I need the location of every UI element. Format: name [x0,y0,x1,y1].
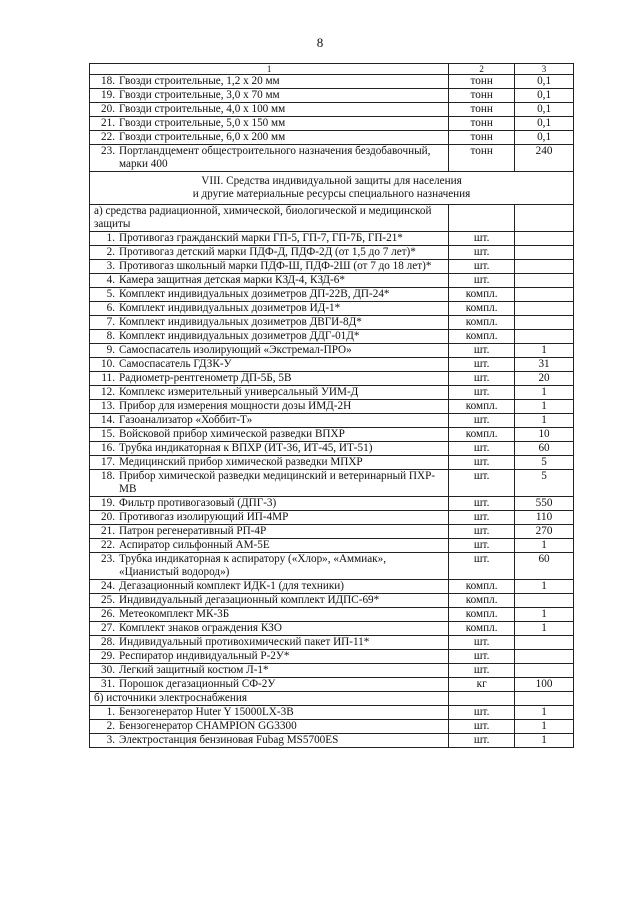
item-name-cell [90,372,449,386]
item-label: Порошок дегазационный СФ-2У [119,678,276,690]
item-unit: компл. [449,316,515,330]
item-quantity: 1 [515,608,574,622]
item-unit: шт. [449,720,515,734]
item-label: Гвозди строительные, 6,0 х 200 мм [119,131,286,143]
item-quantity: 1 [515,344,574,358]
item-unit: шт. [449,706,515,720]
item-name-cell [90,316,449,330]
item-name [93,414,445,427]
table-row [90,650,574,664]
section-heading [90,172,574,205]
item-name [93,720,445,733]
item-name-cell [90,117,449,131]
item-unit: шт. [449,386,515,400]
item-name-cell [90,274,449,288]
item-quantity [515,260,574,274]
item-quantity [515,650,574,664]
item-number: 29. [101,650,115,662]
item-number: 8. [106,330,115,342]
item-quantity [515,288,574,302]
item-unit: шт. [449,636,515,650]
item-quantity: 60 [515,442,574,456]
item-name-cell [90,734,449,748]
item-number: 22. [101,131,115,143]
item-name [93,145,445,171]
item-label: Индивидуальный дегазационный комплект ИДПС-69* [119,594,380,606]
item-name [93,553,445,579]
item-name [93,400,445,413]
item-quantity [515,302,574,316]
item-name [93,456,445,469]
item-quantity [515,636,574,650]
item-unit: компл. [449,622,515,636]
item-label: Комплект индивидуальных дозиметров ДП-22В, ДП-24* [119,288,390,300]
item-name-cell [90,539,449,553]
item-label: Противогаз школьный марки ПДФ-Ш, ПДФ-2Ш (от 7 до 18 лет)* [119,260,432,272]
item-label: Респиратор индивидуальный Р-2У* [119,650,290,662]
table-row [90,580,574,594]
table-row [90,131,574,145]
item-unit: компл. [449,400,515,414]
item-quantity: 0,1 [515,131,574,145]
section-heading-line-1: VIII. Средства индивидуальной защиты для населения [201,175,462,187]
item-name-cell [90,664,449,678]
table-row [90,89,574,103]
item-label: Комплект индивидуальных дозиметров ДДГ-01Д* [119,330,360,342]
item-name-cell [90,594,449,608]
item-name-cell [90,232,449,246]
item-quantity: 0,1 [515,75,574,89]
header-col-3: 3 [515,64,574,75]
item-number: 25. [101,594,115,606]
item-label: Радиометр-рентгенометр ДП-5Б, 5В [119,372,292,384]
item-label: Самоспасатель изолирующий «Экстремал-ПРО» [119,344,352,356]
item-quantity: 1 [515,622,574,636]
item-name [93,706,445,719]
item-quantity: 20 [515,372,574,386]
item-number: 1. [106,706,115,718]
item-number: 17. [101,456,115,468]
item-name-cell [90,89,449,103]
item-quantity [515,246,574,260]
item-unit: кг [449,678,515,692]
table-row [90,497,574,511]
item-name-cell [90,580,449,594]
item-unit: шт. [449,414,515,428]
item-name-cell [90,428,449,442]
item-name-cell [90,442,449,456]
empty-cell [449,205,515,232]
item-unit: шт. [449,246,515,260]
item-unit: шт. [449,664,515,678]
item-unit: тонн [449,145,515,172]
table-row [90,539,574,553]
table-row [90,103,574,117]
empty-cell [449,692,515,706]
item-label: Комплект знаков ограждения КЗО [119,622,282,634]
item-name [93,358,445,371]
item-number: 16. [101,442,115,454]
item-label: Прибор для измерения мощности дозы ИМД-2Н [119,400,352,412]
item-number: 26. [101,608,115,620]
item-quantity: 110 [515,511,574,525]
item-name-cell [90,131,449,145]
item-unit: шт. [449,456,515,470]
table-header-row [90,64,574,75]
item-name [93,131,445,144]
item-quantity: 1 [515,539,574,553]
item-label: Противогаз детский марки ПДФ-Д, ПДФ-2Д (от 1,5 до 7 лет)* [119,246,416,258]
table-row [90,594,574,608]
item-quantity [515,316,574,330]
item-number: 14. [101,414,115,426]
item-name [93,580,445,593]
item-label: Портландцемент общестроительного назначения бездобавочный, марки 400 [119,145,431,170]
item-name [93,734,445,747]
item-quantity: 5 [515,456,574,470]
item-quantity: 5 [515,470,574,497]
table-row [90,302,574,316]
table-row [90,720,574,734]
item-unit: тонн [449,131,515,145]
table-row [90,400,574,414]
item-unit: шт. [449,525,515,539]
table-row [90,260,574,274]
item-name-cell [90,75,449,89]
item-number: 23. [101,553,115,565]
item-label: Трубка индикаторная к ВПХР (ИТ-36, ИТ-45, ИТ-51) [119,442,373,454]
item-quantity: 270 [515,525,574,539]
item-name-cell [90,511,449,525]
item-quantity [515,664,574,678]
item-name-cell [90,553,449,580]
item-quantity: 1 [515,386,574,400]
item-number: 1. [106,232,115,244]
subsection-row [90,205,574,232]
item-quantity [515,594,574,608]
table-row [90,678,574,692]
item-name-cell [90,344,449,358]
table-row [90,117,574,131]
item-number: 4. [106,274,115,286]
item-name-cell [90,288,449,302]
item-name [93,497,445,510]
item-name [93,89,445,102]
item-name [93,260,445,273]
item-name [93,470,445,496]
item-name [93,232,445,245]
item-quantity [515,330,574,344]
item-name [93,246,445,259]
table-row [90,414,574,428]
item-number: 22. [101,539,115,551]
item-unit: компл. [449,288,515,302]
item-number: 31. [101,678,115,690]
item-name-cell [90,470,449,497]
item-label: Комплект индивидуальных дозиметров ИД-1* [119,302,341,314]
empty-cell [515,205,574,232]
item-label: Гвозди строительные, 5,0 х 150 мм [119,117,286,129]
item-number: 28. [101,636,115,648]
item-name [93,386,445,399]
item-unit: шт. [449,232,515,246]
table-row [90,75,574,89]
inventory-table [89,63,574,748]
table-row [90,608,574,622]
item-name-cell [90,608,449,622]
item-name [93,344,445,357]
item-label: Самоспасатель ГДЗК-У [119,358,232,370]
item-number: 18. [101,75,115,87]
item-number: 15. [101,428,115,440]
item-quantity: 100 [515,678,574,692]
item-label: Бензогенератор CHAMPION GG3300 [119,720,297,732]
table-row [90,706,574,720]
item-name [93,428,445,441]
item-label: Индивидуальный противохимический пакет ИП-11* [119,636,370,648]
table-row [90,470,574,497]
table-row [90,664,574,678]
item-quantity: 550 [515,497,574,511]
item-name-cell [90,497,449,511]
item-label: Электростанция бензиновая Fubag MS5700ES [119,734,339,746]
table-row [90,344,574,358]
item-unit: шт. [449,344,515,358]
item-unit: шт. [449,497,515,511]
item-name-cell [90,145,449,172]
item-name-cell [90,260,449,274]
item-number: 2. [106,246,115,258]
item-quantity: 0,1 [515,103,574,117]
item-quantity: 60 [515,553,574,580]
item-number: 23. [101,145,115,157]
item-unit: шт. [449,511,515,525]
item-name [93,608,445,621]
item-name-cell [90,103,449,117]
item-name-cell [90,456,449,470]
item-number: 19. [101,89,115,101]
item-label: Гвозди строительные, 1,2 х 20 мм [119,75,280,87]
item-label: Камера защитная детская марки КЗД-4, КЗД-6* [119,274,345,286]
table-row [90,636,574,650]
item-name [93,274,445,287]
item-unit: шт. [449,553,515,580]
item-name [93,117,445,130]
table-row [90,734,574,748]
item-quantity: 1 [515,414,574,428]
item-label: Фильтр противогазовый (ДПГ-3) [119,497,277,509]
item-name [93,316,445,329]
item-name [93,103,445,116]
subsection-title: а) средства радиационной, химической, биологической и медицинской защиты [90,205,449,232]
table-row [90,330,574,344]
item-number: 9. [106,344,115,356]
item-number: 20. [101,103,115,115]
item-name-cell [90,678,449,692]
item-label: Гвозди строительные, 4,0 х 100 мм [119,103,286,115]
item-name-cell [90,386,449,400]
item-label: Противогаз гражданский марки ГП-5, ГП-7, ГП-7Б, ГП-21* [119,232,403,244]
item-name-cell [90,636,449,650]
item-number: 12. [101,386,115,398]
item-quantity: 1 [515,706,574,720]
item-name-cell [90,246,449,260]
item-name-cell [90,400,449,414]
item-unit: шт. [449,734,515,748]
item-unit: шт. [449,442,515,456]
header-col-2: 2 [449,64,515,75]
table-row [90,358,574,372]
subsection-row [90,692,574,706]
item-unit: шт. [449,274,515,288]
table-row [90,428,574,442]
item-name [93,664,445,677]
item-label: Комплект индивидуальных дозиметров ДВГИ-8Д* [119,316,362,328]
page-number: 8 [316,35,324,50]
item-quantity: 0,1 [515,117,574,131]
item-label: Гвозди строительные, 3,0 х 70 мм [119,89,280,101]
item-label: Дегазационный комплект ИДК-1 (для техники) [119,580,345,592]
item-unit: шт. [449,650,515,664]
item-label: Медицинский прибор химической разведки МПХР [119,456,363,468]
inventory-table-body [90,64,574,748]
item-label: Трубка индикаторная к аспиратору («Хлор», «Аммиак», «Цианистый водород») [119,553,386,578]
item-quantity: 0,1 [515,89,574,103]
item-unit: компл. [449,594,515,608]
item-label: Прибор химической разведки медицинский и ветеринарный ПХР-МВ [119,470,436,495]
item-name [93,594,445,607]
item-unit: тонн [449,103,515,117]
item-unit: тонн [449,75,515,89]
item-label: Метеокомплект МК-3Б [119,608,230,620]
item-unit: шт. [449,358,515,372]
item-unit: тонн [449,117,515,131]
empty-cell [515,692,574,706]
item-number: 27. [101,622,115,634]
table-row [90,274,574,288]
item-name-cell [90,302,449,316]
item-quantity: 10 [515,428,574,442]
item-unit: шт. [449,260,515,274]
item-number: 7. [106,316,115,328]
item-label: Войсковой прибор химической разведки ВПХР [119,428,345,440]
item-unit: компл. [449,302,515,316]
item-number: 13. [101,400,115,412]
item-label: Комплекс измерительный универсальный УИМ-Д [119,386,359,398]
item-name [93,636,445,649]
item-quantity: 240 [515,145,574,172]
item-name-cell [90,650,449,664]
item-name [93,372,445,385]
header-col-1: 1 [90,64,449,75]
subsection-title: б) источники электроснабжения [90,692,449,706]
table-row [90,525,574,539]
item-number: 24. [101,580,115,592]
item-number: 20. [101,511,115,523]
item-name [93,511,445,524]
item-number: 10. [101,358,115,370]
item-label: Патрон регенеративный РП-4Р [119,525,267,537]
item-name [93,539,445,552]
item-name [93,330,445,343]
item-quantity [515,274,574,288]
item-label: Аспиратор сильфонный АМ-5Е [119,539,270,551]
item-name-cell [90,525,449,539]
table-row [90,372,574,386]
item-unit: компл. [449,330,515,344]
item-unit: шт. [449,470,515,497]
item-quantity: 31 [515,358,574,372]
item-quantity: 1 [515,580,574,594]
item-name [93,75,445,88]
item-label: Легкий защитный костюм Л-1* [119,664,269,676]
item-name [93,525,445,538]
section-heading-line-2: и другие материальные ресурсы специального назначения [192,188,471,200]
item-quantity [515,232,574,246]
table-row [90,511,574,525]
item-number: 19. [101,497,115,509]
item-number: 3. [106,734,115,746]
item-unit: компл. [449,580,515,594]
item-name-cell [90,414,449,428]
table-row [90,316,574,330]
item-name [93,650,445,663]
item-name-cell [90,330,449,344]
item-name [93,622,445,635]
item-name-cell [90,358,449,372]
table-row [90,145,574,172]
item-unit: шт. [449,372,515,386]
table-row [90,622,574,636]
item-number: 11. [101,372,115,384]
item-number: 21. [101,117,115,129]
item-number: 3. [106,260,115,272]
table-row [90,246,574,260]
item-name-cell [90,622,449,636]
item-number: 5. [106,288,115,300]
item-name [93,678,445,691]
table-row [90,288,574,302]
item-number: 21. [101,525,115,537]
item-unit: шт. [449,539,515,553]
item-number: 6. [106,302,115,314]
item-unit: тонн [449,89,515,103]
section-heading-row [90,172,574,205]
item-number: 18. [101,470,115,482]
item-number: 2. [106,720,115,732]
item-name [93,302,445,315]
item-quantity: 1 [515,734,574,748]
item-name-cell [90,706,449,720]
item-quantity: 1 [515,720,574,734]
table-row [90,386,574,400]
item-name [93,288,445,301]
item-name-cell [90,720,449,734]
item-label: Газоанализатор «Хоббит-Т» [119,414,253,426]
table-row [90,232,574,246]
item-label: Бензогенератор Huter Y 15000LX-3B [119,706,294,718]
item-number: 30. [101,664,115,676]
item-name [93,442,445,455]
item-unit: компл. [449,608,515,622]
table-row [90,442,574,456]
table-row [90,553,574,580]
item-unit: компл. [449,428,515,442]
table-row [90,456,574,470]
item-quantity: 1 [515,400,574,414]
item-label: Противогаз изолирующий ИП-4МР [119,511,289,523]
